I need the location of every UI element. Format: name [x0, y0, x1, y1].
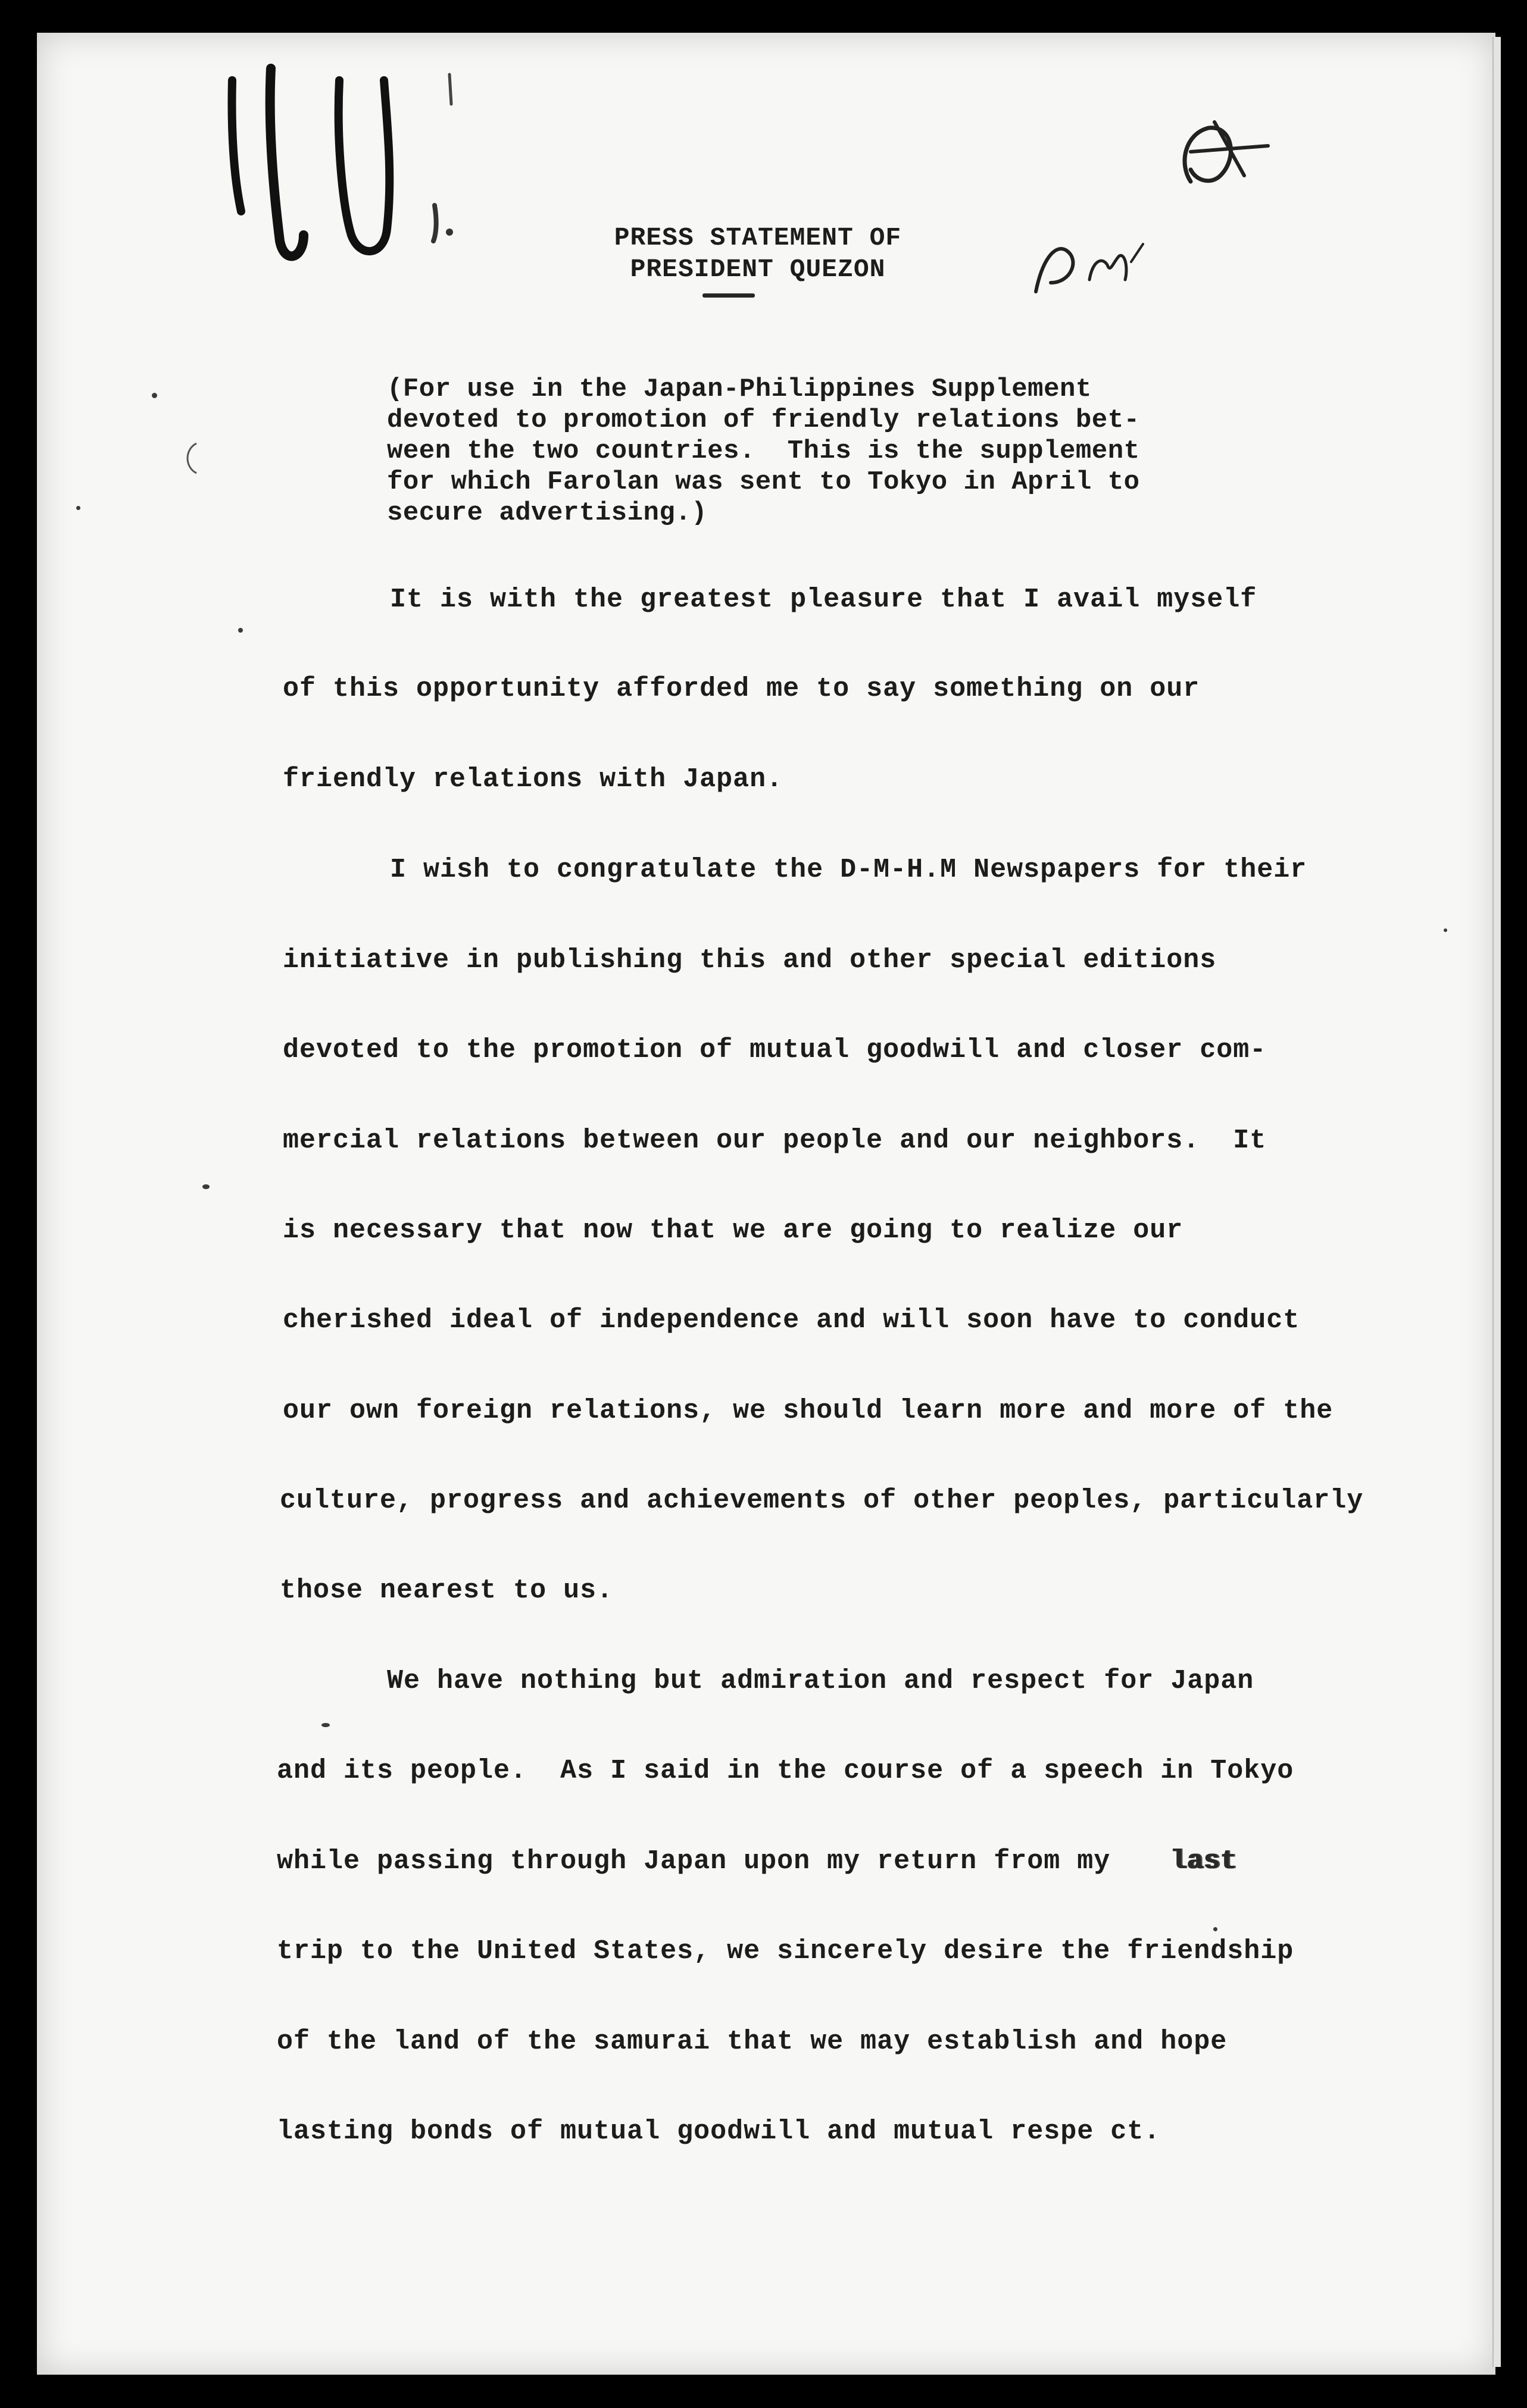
body-line-11: culture, progress and achievements of other peoples, particularly: [280, 1486, 1364, 1516]
scan-speck: [1213, 1927, 1217, 1931]
scan-speck: [202, 1184, 210, 1189]
note-line-4: for which Farolan was sent to Tokyo in April to: [387, 467, 1140, 497]
note-line-2: devoted to promotion of friendly relations bet-: [387, 405, 1140, 435]
body-line-5: initiative in publishing this and other special editions: [283, 945, 1217, 975]
body-line-16: trip to the United States, we sincerely desire the friendship: [277, 1936, 1294, 1966]
title-line-1: PRESS STATEMENT OF: [614, 223, 902, 252]
body-line-14: and its people. As I said in the course of a speech in Tokyo: [277, 1756, 1294, 1786]
body-line-7: mercial relations between our people and our neighbors. It: [283, 1125, 1267, 1156]
scan-speck: [238, 628, 243, 633]
body-line-13: We have nothing but admiration and respect for Japan: [387, 1666, 1254, 1696]
title-underline: [702, 293, 755, 298]
body-line-1: It is with the greatest pleasure that I avail myself: [390, 584, 1257, 615]
scan-mark-left-bracket: [179, 440, 202, 476]
scan-speck: [152, 393, 157, 398]
handwritten-mark-top-right: [1155, 110, 1286, 199]
note-line-1: (For use in the Japan-Philippines Supplement: [387, 374, 1092, 404]
note-line-3: ween the two countries. This is the supplement: [387, 436, 1140, 466]
body-line-18: lasting bonds of mutual goodwill and mutual respe ct.: [277, 2116, 1161, 2147]
body-line-8: is necessary that now that we are going to realize our: [283, 1215, 1183, 1246]
body-line-15: while passing through Japan upon my return from my: [277, 1846, 1111, 1877]
body-line-2: of this opportunity afforded me to say something on our: [283, 674, 1200, 704]
body-line-3: friendly relations with Japan.: [283, 764, 783, 795]
page-edge: [1492, 37, 1501, 2367]
scan-speck: [1444, 928, 1447, 932]
body-line-17: of the land of the samurai that we may establish and hope: [277, 2027, 1228, 2057]
handwritten-initials-top-right: [1024, 226, 1167, 315]
title-line-2: PRESIDENT QUEZON: [630, 255, 886, 284]
body-line-12: those nearest to us.: [280, 1575, 614, 1606]
struck-word: last: [1170, 1846, 1237, 1877]
body-line-4: I wish to congratulate the D-M-H.M Newspapers for their: [390, 855, 1307, 885]
note-line-5: secure advertising.): [387, 498, 708, 528]
body-line-10: our own foreign relations, we should learn more and more of the: [283, 1396, 1334, 1426]
body-line-9: cherished ideal of independence and will soon have to conduct: [283, 1305, 1300, 1336]
body-line-6: devoted to the promotion of mutual goodwill and closer com-: [283, 1035, 1267, 1065]
scan-speck: [76, 506, 80, 510]
scan-speck: [321, 1723, 330, 1727]
handwritten-mark-top-left: [214, 57, 476, 271]
